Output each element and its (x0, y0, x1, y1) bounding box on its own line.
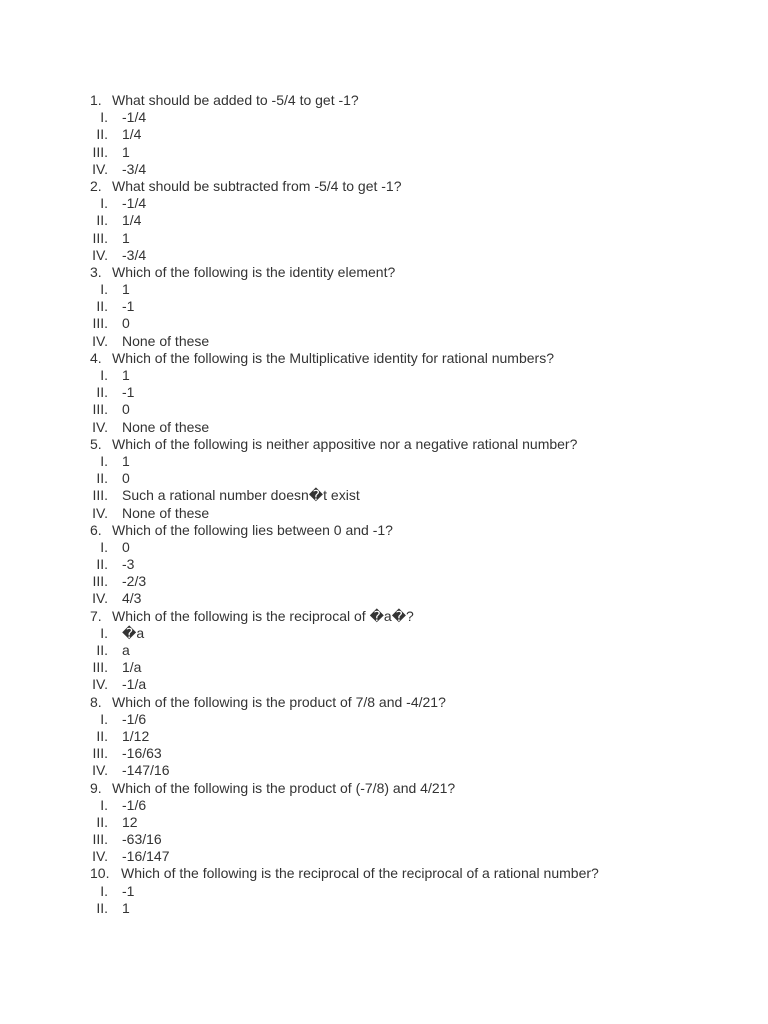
question-number: 1. (90, 92, 102, 108)
option-text: -2/3 (122, 573, 147, 590)
question-number: 9. (90, 779, 102, 796)
option-numeral: IV. (92, 332, 108, 349)
option-numeral: III. (92, 487, 108, 504)
option-numeral: II. (96, 642, 108, 658)
option-line (0, 281, 768, 298)
question-line (0, 865, 768, 882)
option-text: -3 (122, 556, 135, 573)
option-text: -16/63 (122, 745, 162, 762)
option-numeral: II. (96, 298, 108, 315)
question-line (0, 350, 768, 367)
option-line (0, 625, 768, 642)
option-numeral: III. (92, 831, 108, 848)
option-text: Such a rational number doesn�t exist (122, 487, 360, 504)
option-line (0, 848, 768, 865)
option-text: 1/a (122, 659, 142, 676)
option-text: 1 (122, 143, 130, 160)
question-text: Which of the following lies between 0 and -1? (112, 521, 393, 538)
option-numeral: IV. (92, 246, 108, 263)
option-numeral: II. (96, 384, 108, 401)
option-numeral: I. (100, 882, 108, 899)
option-text: -3/4 (122, 160, 147, 177)
option-line (0, 333, 768, 350)
option-line (0, 212, 768, 229)
option-text: 0 (122, 538, 130, 555)
option-line (0, 419, 768, 436)
option-line (0, 453, 768, 470)
option-line (0, 505, 768, 522)
option-text: 12 (122, 813, 138, 830)
option-numeral: III. (92, 229, 108, 246)
option-line (0, 762, 768, 779)
option-numeral: II. (96, 556, 108, 573)
option-text: -147/16 (122, 762, 170, 779)
question-number: 10. (90, 865, 110, 882)
option-text: -63/16 (122, 831, 162, 848)
option-text: -1/a (122, 676, 147, 693)
option-text: -1/6 (122, 710, 147, 727)
option-line (0, 590, 768, 607)
option-line (0, 195, 768, 212)
option-line (0, 642, 768, 659)
question-line (0, 178, 768, 195)
option-text: 1 (122, 899, 130, 916)
option-line (0, 470, 768, 487)
option-numeral: I. (100, 367, 108, 383)
question-number: 3. (90, 263, 102, 280)
option-line (0, 247, 768, 264)
option-numeral: IV. (92, 160, 108, 177)
question-text: What should be subtracted from -5/4 to get -1? (112, 177, 402, 194)
option-line (0, 831, 768, 848)
option-line (0, 900, 768, 917)
option-text: None of these (122, 418, 210, 435)
question-line (0, 694, 768, 711)
option-text: -3/4 (122, 246, 147, 263)
option-text: -1/4 (122, 109, 147, 126)
option-line (0, 161, 768, 178)
option-numeral: IV. (92, 418, 108, 435)
option-numeral: III. (92, 745, 108, 762)
option-line (0, 676, 768, 693)
option-numeral: I. (100, 710, 108, 727)
question-number: 4. (90, 349, 102, 366)
option-numeral: II. (96, 470, 108, 487)
option-text: -1/6 (122, 796, 147, 813)
option-text: 0 (122, 401, 130, 418)
question-text: Which of the following is neither appositive nor a negative rational number? (112, 435, 578, 452)
option-numeral: III. (92, 659, 108, 676)
option-text: -16/147 (122, 848, 170, 865)
option-line (0, 539, 768, 556)
option-text: -1 (122, 882, 135, 899)
option-line (0, 883, 768, 900)
option-numeral: III. (92, 315, 108, 332)
option-numeral: I. (100, 624, 108, 641)
option-line (0, 728, 768, 745)
option-line (0, 401, 768, 418)
option-text: 1 (122, 367, 130, 383)
option-line (0, 126, 768, 143)
question-line (0, 608, 768, 625)
option-line (0, 556, 768, 573)
option-text: None of these (122, 332, 210, 349)
question-line (0, 264, 768, 281)
question-line (0, 522, 768, 539)
option-text: -1/4 (122, 195, 147, 212)
question-line (0, 780, 768, 797)
question-text: Which of the following is the product of (-7/8) and 4/21? (112, 779, 456, 796)
option-line (0, 144, 768, 161)
option-text: a (122, 642, 130, 658)
option-line (0, 659, 768, 676)
option-numeral: II. (96, 727, 108, 744)
option-numeral: III. (92, 143, 108, 160)
option-numeral: II. (96, 212, 108, 229)
option-numeral: IV. (92, 848, 108, 865)
option-line (0, 573, 768, 590)
quiz-document (0, 92, 768, 917)
question-text: What should be added to -5/4 to get -1? (112, 92, 359, 108)
question-number: 6. (90, 521, 102, 538)
option-text: None of these (122, 504, 210, 521)
question-text: Which of the following is the reciprocal of �a�? (112, 607, 414, 624)
question-number: 5. (90, 435, 102, 452)
option-line (0, 230, 768, 247)
question-text: Which of the following is the identity element? (112, 263, 396, 280)
option-line (0, 745, 768, 762)
option-numeral: II. (96, 126, 108, 143)
option-numeral: IV. (92, 590, 108, 607)
option-text: 1/12 (122, 727, 150, 744)
option-numeral: III. (92, 573, 108, 590)
option-text: 0 (122, 470, 130, 487)
question-line (0, 92, 768, 109)
option-line (0, 109, 768, 126)
option-line (0, 384, 768, 401)
option-numeral: II. (96, 899, 108, 916)
question-line (0, 436, 768, 453)
option-text: 1/4 (122, 126, 142, 143)
option-line (0, 315, 768, 332)
option-numeral: I. (100, 109, 108, 126)
option-line (0, 711, 768, 728)
option-numeral: I. (100, 195, 108, 212)
option-line (0, 367, 768, 384)
option-numeral: I. (100, 281, 108, 298)
option-line (0, 487, 768, 504)
option-text: -1 (122, 298, 135, 315)
option-numeral: III. (92, 401, 108, 418)
option-numeral: II. (96, 813, 108, 830)
option-text: 4/3 (122, 590, 142, 607)
option-line (0, 797, 768, 814)
question-number: 2. (90, 177, 102, 194)
question-text: Which of the following is the product of 7/8 and -4/21? (112, 693, 446, 710)
option-numeral: I. (100, 538, 108, 555)
option-text: 0 (122, 315, 130, 332)
option-line (0, 298, 768, 315)
option-text: 1 (122, 229, 130, 246)
option-text: -1 (122, 384, 135, 401)
question-number: 7. (90, 607, 102, 624)
option-text: 1/4 (122, 212, 142, 229)
question-text: Which of the following is the reciprocal of the reciprocal of a rational number? (121, 865, 599, 882)
option-text: 1 (122, 281, 130, 298)
option-text: �a (122, 624, 145, 641)
option-line (0, 814, 768, 831)
question-number: 8. (90, 693, 102, 710)
question-text: Which of the following is the Multiplicative identity for rational numbers? (112, 349, 554, 366)
option-numeral: I. (100, 796, 108, 813)
option-numeral: IV. (92, 504, 108, 521)
option-numeral: I. (100, 452, 108, 469)
option-numeral: IV. (92, 762, 108, 779)
option-numeral: IV. (92, 676, 108, 693)
option-text: 1 (122, 452, 130, 469)
